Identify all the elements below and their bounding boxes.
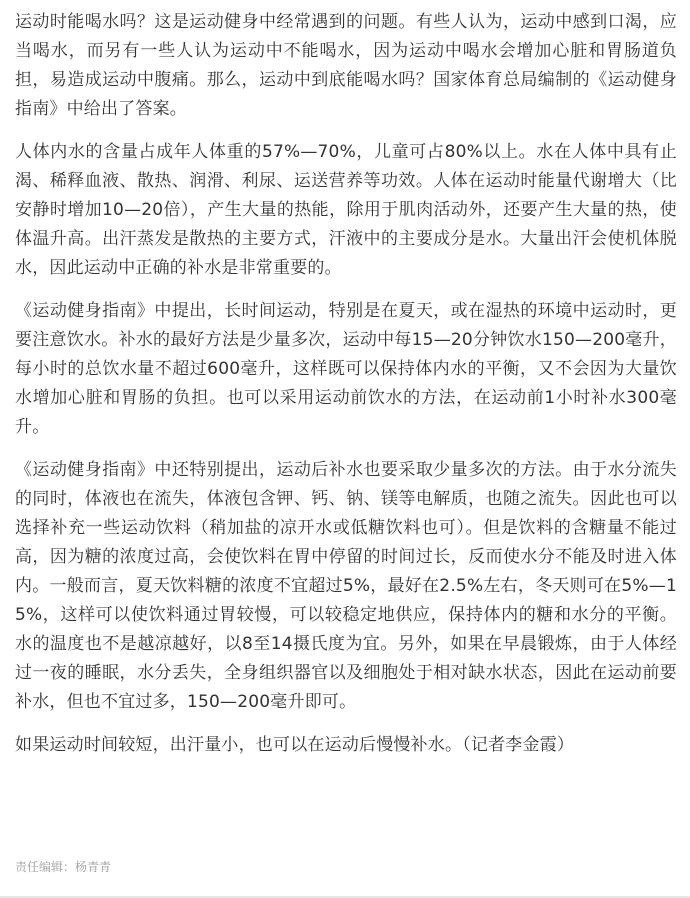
article-paragraph-body-water: 人体内水的含量占成年人体重的57%—70%，儿童可占80%以上。水在人体中具有止渴、稀释血液、散热、润滑、利尿、运送营养等功效。人体在运动时能量代谢增大（比安静时增加10—20倍），产生大量的热能，除用于肌肉活动外，还要产生大量的热，使体温升高。出汗蒸发是散热的主要方式，汗液中的主要成分是水。大量出汗会使机体脱水，因此运动中正确的补水是非常重要的。 <box>15 142 677 278</box>
editor-credit: 责任编辑：杨青青 <box>15 860 112 874</box>
article-body <box>15 8 677 760</box>
article-paragraph-closing: 如果运动时间较短，出汗量小，也可以在运动后慢慢补水。（记者李金霞） <box>15 735 575 755</box>
article-paragraph-after-exercise: 《运动健身指南》中还特别提出，运动后补水也要采取少量多次的方法。由于水分流失的同时，体液也在流失，体液包含钾、钙、钠、镁等电解质，也随之流失。因此也可以选择补充一些运动饮料（稍加盐的凉开水或低糖饮料也可）。但是饮料的含糖量不能过高，因为糖的浓度过高，会使饮料在胃中停留的时间过长，反而使水分不能及时进入体内。一般而言，夏天饮料糖的浓度不宜超过5%，最好在2.5%左右，冬天则可在5%—15%，这样可以使饮料通过胃较慢，可以较稳定地供应，保持体内的糖和水分的平衡。水的温度也不是越凉越好，以8至14摄氏度为宜。另外，如果在早晨锻炼，由于人体经过一夜的睡眠，水分丢失，全身组织器官以及细胞处于相对缺水状态，因此在运动前要补水，但也不宜过多，150—200毫升即可。 <box>15 460 677 712</box>
article-paragraph-intro: 运动时能喝水吗？这是运动健身中经常遇到的问题。有些人认为，运动中感到口渴，应当喝水，而另有一些人认为运动中不能喝水，因为运动中喝水会增加心脏和胃肠道负担，易造成运动中腹痛。那么，运动中到底能喝水吗？国家体育总局编制的《运动健身指南》中给出了答案。 <box>15 12 677 119</box>
article-paragraph-guideline: 《运动健身指南》中提出，长时间运动，特别是在夏天，或在湿热的环境中运动时，更要注意饮水。补水的最好方法是少量多次，运动中每15—20分钟饮水150—200毫升，每小时的总饮水量不超过600毫升，这样既可以保持体内水的平衡，又不会因为大量饮水增加心脏和胃肠的负担。也可以采用运动前饮水的方法，在运动前1小时补水300毫升。 <box>15 301 677 437</box>
